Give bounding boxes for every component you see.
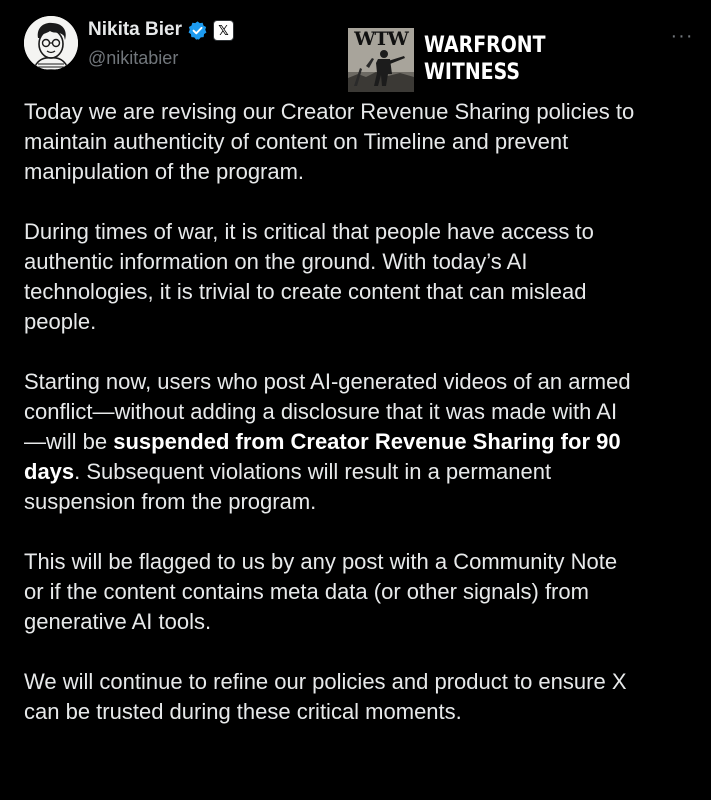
post-paragraph-2: During times of war, it is critical that people have access to authentic information on the ground. With today’s AI technologies, it is trivial to create content that can mislead people. [24, 219, 594, 334]
author-display-name[interactable]: Nikita Bier [88, 19, 182, 40]
author-name-line [88, 18, 234, 42]
post-paragraph-3-bold: suspended from Creator Revenue Sharing for 90 days [24, 429, 621, 484]
more-options-button[interactable]: ··· [670, 25, 694, 47]
post-paragraph-3 [24, 367, 692, 517]
avatar-illustration-icon [24, 16, 78, 70]
author-handle[interactable]: @nikitabier [88, 48, 179, 68]
x-affiliate-badge-icon[interactable]: 𝕏 [213, 20, 234, 41]
watermark-badge [348, 28, 414, 92]
watermark-line-2: WITNESS [424, 60, 520, 85]
watermark-line-1: WARFRONT [424, 33, 546, 58]
verified-badge-icon[interactable] [187, 20, 208, 41]
post-paragraph-1: Today we are revising our Creator Revenue Sharing policies to maintain authenticity of content on Timeline and prevent manipulation of the program. [24, 99, 635, 184]
post-body [24, 97, 692, 757]
watermark-title [424, 32, 546, 86]
watermark-logo [348, 28, 546, 92]
post-paragraph-3-end: . Subsequent violations will result in a permanent suspension from the program. [24, 459, 552, 514]
post-paragraph-4: This will be flagged to us by any post with a Community Note or if the content contains meta data (or other signals) from generative AI tools. [24, 549, 618, 634]
post-paragraph-5: We will continue to refine our policies and product to ensure X can be trusted during these critical moments. [24, 669, 627, 724]
post-paragraph-3-start: Starting now, users who post AI-generated videos of an armed conflict—without adding a disclosure that it was made with AI —will be [24, 369, 631, 454]
watermark-badge-letters: WTW [354, 28, 408, 50]
avatar[interactable] [24, 16, 78, 70]
